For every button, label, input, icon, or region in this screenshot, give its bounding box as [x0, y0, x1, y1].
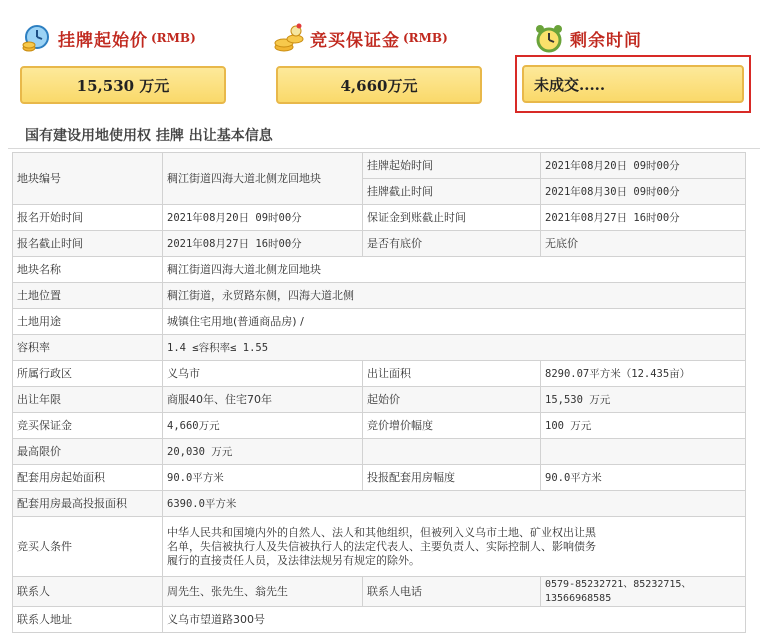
table-row [13, 283, 746, 309]
remaining-header [532, 18, 642, 58]
use-value: 城镇住宅用地(普通商品房) / [163, 309, 746, 335]
list-end-label: 挂牌截止时间 [363, 179, 541, 205]
start-price-label: 起始价 [363, 387, 541, 413]
list-start-value: 2021年08月20日 09时00分 [541, 153, 746, 179]
housing-start-label: 配套用房起始面积 [13, 465, 163, 491]
table-row [13, 439, 746, 465]
housing-inc-value: 90.0平方米 [541, 465, 746, 491]
bid-deposit-value: 4,660万元 [163, 413, 363, 439]
reg-end-label: 报名截止时间 [13, 231, 163, 257]
phone-value: 0579-85232721、85232715、13566968585 [541, 577, 746, 607]
table-row [13, 387, 746, 413]
address-label: 联系人地址 [13, 607, 163, 633]
land-info-table [12, 152, 746, 633]
divider [8, 148, 760, 149]
bidder-label: 竞买人条件 [13, 517, 163, 577]
term-value: 商服40年、住宅70年 [163, 387, 363, 413]
table-row [13, 607, 746, 633]
deposit-deadline-label: 保证金到账截止时间 [363, 205, 541, 231]
table-row [13, 205, 746, 231]
plot-no-value: 稠江街道四海大道北侧龙回地块 [163, 153, 363, 205]
listing-price-title: 挂牌起始价 [58, 30, 148, 51]
housing-max-value: 6390.0平方米 [163, 491, 746, 517]
table-row [13, 361, 746, 387]
table-row [13, 413, 746, 439]
deposit-unit: (RMB) [403, 31, 448, 45]
remaining-highlight [515, 55, 751, 113]
remaining-title: 剩余时间 [570, 30, 642, 51]
location-value: 稠江街道，永贸路东侧，四海大道北侧 [163, 283, 746, 309]
deposit-title: 竞买保证金 [310, 30, 400, 51]
table-row [13, 153, 746, 179]
table-row [13, 335, 746, 361]
address-value: 义乌市望道路300号 [163, 607, 746, 633]
contact-value: 周先生、张先生、翁先生 [163, 577, 363, 607]
plot-name-label: 地块名称 [13, 257, 163, 283]
table-row [13, 465, 746, 491]
district-value: 义乌市 [163, 361, 363, 387]
start-price-value: 15,530 万元 [541, 387, 746, 413]
housing-start-value: 90.0平方米 [163, 465, 363, 491]
listing-price-value: 15,530 万元 [20, 66, 226, 104]
housing-inc-label: 投报配套用房幅度 [363, 465, 541, 491]
increment-value: 100 万元 [541, 413, 746, 439]
reg-end-value: 2021年08月27日 16时00分 [163, 231, 363, 257]
district-label: 所属行政区 [13, 361, 163, 387]
far-value: 1.4 ≤容积率≤ 1.55 [163, 335, 746, 361]
table-row [13, 491, 746, 517]
bidder-value: 中华人民共和国境内外的自然人、法人和其他组织，但被列入义乌市土地、矿业权出让黑名单，失信被执行人及失信被执行人的法定代表人、主要负责人、实际控制人、影响债务履行的直接责任人员，及法律法规另有规定的除外。 [163, 517, 746, 577]
deposit-deadline-value: 2021年08月27日 16时00分 [541, 205, 746, 231]
listing-price-unit: (RMB) [151, 31, 196, 45]
coins-icon [272, 21, 306, 55]
reg-start-value: 2021年08月20日 09时00分 [163, 205, 363, 231]
alarm-clock-icon [532, 21, 566, 55]
table-row [13, 309, 746, 335]
empty-cell [363, 439, 541, 465]
term-label: 出让年限 [13, 387, 163, 413]
housing-max-label: 配套用房最高投报面积 [13, 491, 163, 517]
reserve-value: 无底价 [541, 231, 746, 257]
increment-label: 竞价增价幅度 [363, 413, 541, 439]
contact-label: 联系人 [13, 577, 163, 607]
far-label: 容积率 [13, 335, 163, 361]
location-label: 土地位置 [13, 283, 163, 309]
max-price-value: 20,030 万元 [163, 439, 363, 465]
max-price-label: 最高限价 [13, 439, 163, 465]
deposit-value: 4,660万元 [276, 66, 482, 104]
reserve-label: 是否有底价 [363, 231, 541, 257]
list-end-value: 2021年08月30日 09时00分 [541, 179, 746, 205]
clock-coin-icon [20, 21, 54, 55]
table-row [13, 577, 746, 607]
reg-start-label: 报名开始时间 [13, 205, 163, 231]
plot-name-value: 稠江街道四海大道北侧龙回地块 [163, 257, 746, 283]
plot-no-label: 地块编号 [13, 153, 163, 205]
empty-cell [541, 439, 746, 465]
area-value: 8290.07平方米（12.435亩） [541, 361, 746, 387]
table-row [13, 517, 746, 577]
list-start-label: 挂牌起始时间 [363, 153, 541, 179]
table-row [13, 231, 746, 257]
phone-label: 联系人电话 [363, 577, 541, 607]
remaining-value: 未成交..... [522, 65, 744, 103]
listing-price-header [20, 18, 196, 58]
deposit-header [272, 18, 448, 58]
info-section-title: 国有建设用地使用权 挂牌 出让基本信息 [25, 128, 273, 144]
bid-deposit-label: 竞买保证金 [13, 413, 163, 439]
area-label: 出让面积 [363, 361, 541, 387]
use-label: 土地用途 [13, 309, 163, 335]
table-row [13, 257, 746, 283]
